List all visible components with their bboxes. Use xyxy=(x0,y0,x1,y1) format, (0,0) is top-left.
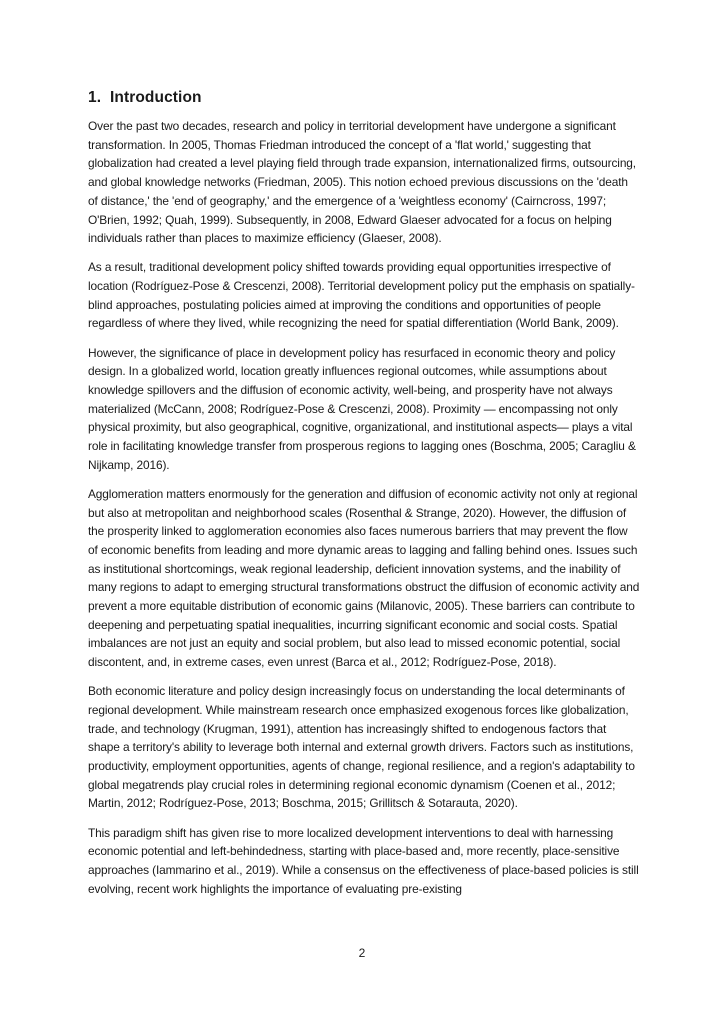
section-title: Introduction xyxy=(110,89,202,106)
paragraph: However, the significance of place in development policy has resurfaced in economic theory and policy design. In a globalized world, location greatly influences regional outcomes, while assumptions about knowledge spillovers and the diffusion of economic activity, well-being, and prosperity have not always materialized (McCann, 2008; Rodríguez-Pose & Crescenzi, 2008). Proximity — encompassing not only physical proximity, but also geographical, cognitive, organizational, and institutional aspects— plays a vital role in facilitating knowledge transfer from prosperous regions to lagging ones (Boschma, 2005; Caragliu & Nijkamp, 2016). xyxy=(88,345,636,472)
paragraph: This paradigm shift has given rise to more localized development interventions to deal with harnessing economic potential and left-behindedness, starting with place-based and, more recently, place-sensitive approaches (Iammarino et al., 2019). While a consensus on the effectiveness of place-based policies is still evolving, recent work highlights the importance of evaluating pre-existing xyxy=(88,825,639,896)
section-number: 1. xyxy=(88,89,102,106)
paragraph: As a result, traditional development policy shifted towards providing equal opportunities irrespective of location (Rodríguez-Pose & Crescenzi, 2008). Territorial development policy put the emphasis on spatially-blind approaches, postulating policies aimed at improving the conditions and opportunities of people regardless of where they lived, while recognizing the need for spatial differentiation (World Bank, 2009). xyxy=(88,260,635,331)
paragraph: Agglomeration matters enormously for the generation and diffusion of economic activity not only at regional but also at metropolitan and neighborhood scales (Rosenthal & Strange, 2020). However, the diffusion of the prosperity linked to agglomeration economies also faces numerous barriers that may prevent the flow of economic benefits from leading and more dynamic areas to lagging and falling behind ones. Issues such as institutional shortcomings, weak regional leadership, deficient innovation systems, and the inability of many regions to adapt to emerging structural transformations obstruct the diffusion of economic activity and prevent a more equitable distribution of economic gains (Milanovic, 2005). These barriers can contribute to deepening and perpetuating spatial inequalities, incurring significant economic and social costs. Spatial imbalances are not just an equity and social problem, but also lead to missed economic potential, social discontent, and, in extreme cases, even unrest (Barca et al., 2012; Rodríguez-Pose, 2018). xyxy=(88,486,640,670)
body-text xyxy=(88,117,640,909)
paragraph: Both economic literature and policy design increasingly focus on understanding the local determinants of regional development. While mainstream research once emphasized exogenous forces like globalization, trade, and technology (Krugman, 1991), attention has increasingly shifted to endogenous factors that shape a territory's ability to leverage both internal and external growth drivers. Factors such as institutions, productivity, employment opportunities, agents of change, regional resilience, and a region's adaptability to global megatrends play crucial roles in determining regional economic dynamism (Coenen et al., 2012; Martin, 2012; Rodríguez-Pose, 2013; Boschma, 2015; Grillitsch & Sotarauta, 2020). xyxy=(88,684,635,811)
page-number: 2 xyxy=(358,946,366,960)
paragraph: Over the past two decades, research and policy in territorial development have undergone a significant transformation. In 2005, Thomas Friedman introduced the concept of a 'flat world,' suggesting that globalization had created a level playing field through trade expansion, internationalized firms, outsourcing, and global knowledge networks (Friedman, 2005). This notion echoed previous discussions on the 'death of distance,' the 'end of geography,' and the emergence of a 'weightless economy' (Cairncross, 1997; O'Brien, 1992; Quah, 1999). Subsequently, in 2008, Edward Glaeser advocated for a focus on helping individuals rather than places to maximize efficiency (Glaeser, 2008). xyxy=(88,119,636,246)
section-heading xyxy=(88,89,202,107)
